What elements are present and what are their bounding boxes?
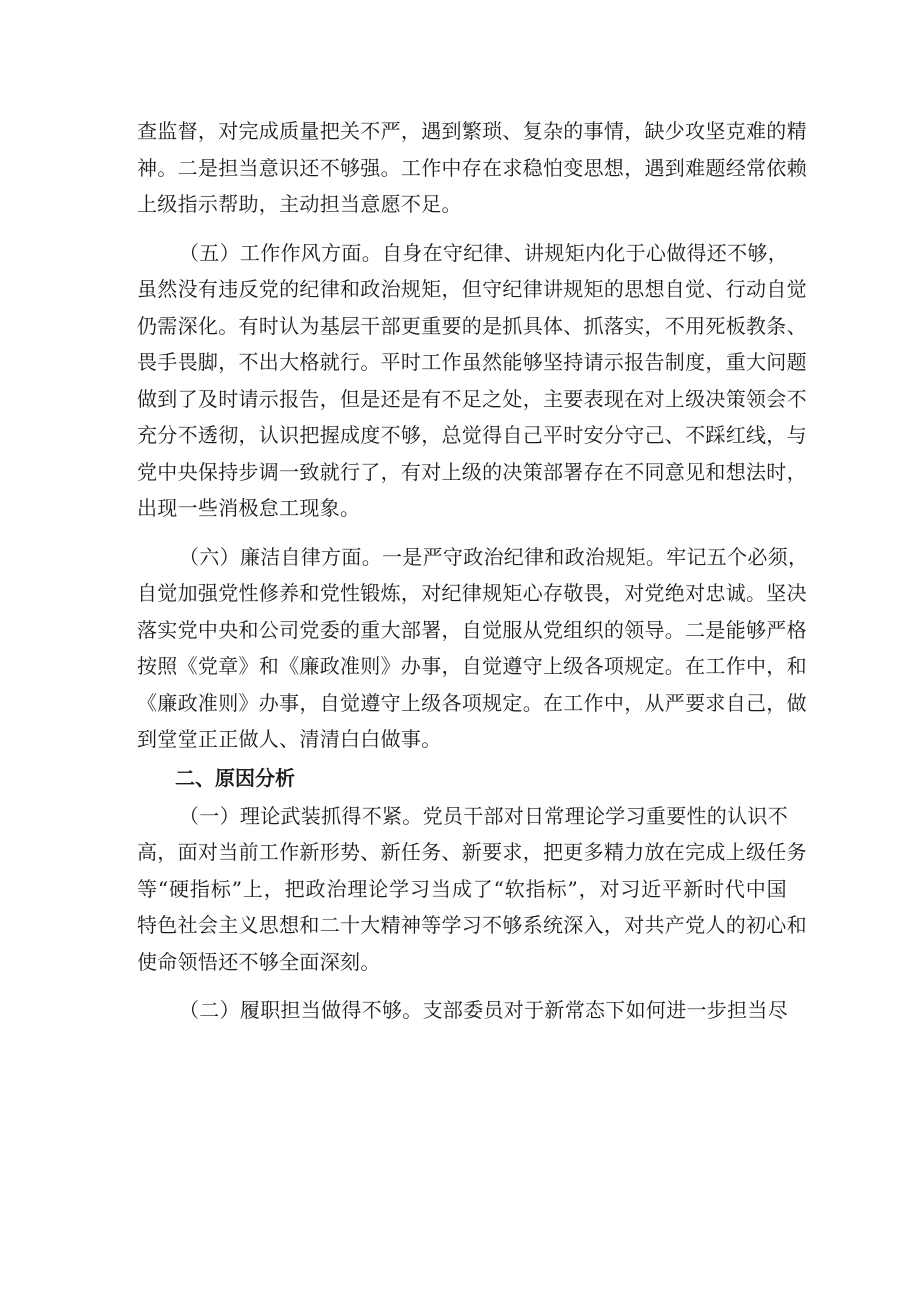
text-line: （一）理论武装抓得不紧。党员干部对日常理论学习重要性的认识不	[179, 803, 788, 828]
text-line: 按照《党章》和《廉政准则》办事，自觉遵守上级各项规定。在工作中，和	[137, 654, 807, 678]
text-line: 充分不透彻，认识把握成度不够，总觉得自己平时安分守己、不踩红线，与	[137, 423, 807, 447]
text-line: 自觉加强党性修养和党性锻炼，对纪律规矩心存敬畏，对党绝对忠诚。坚决	[137, 581, 807, 605]
paragraph-duty	[137, 992, 787, 1029]
text-line: （五）工作作风方面。自身在守纪律、讲规矩内化于心做得还不够，	[179, 240, 788, 265]
text-line: （六）廉洁自律方面。一是严守政治纪律和政治规矩。牢记五个必须，	[179, 544, 809, 569]
paragraph-theory-study	[137, 798, 807, 981]
text-line: 出现一些消极怠工现象。	[137, 496, 361, 520]
text-line: 做到了及时请示报告，但是还是有不足之处，主要表现在对上级决策领会不	[137, 386, 807, 411]
text-line: 《廉政准则》办事，自觉遵守上级各项规定。在工作中，从严要求自己，做	[137, 690, 807, 715]
text-line: 仍需深化。有时认为基层干部更重要的是抓具体、抓落实，不用死板教条、	[137, 313, 807, 338]
text-line: 上级指示帮助，主动担当意愿不足。	[137, 192, 462, 216]
section-heading: 二、原因分析	[175, 765, 295, 790]
text-line: 使命领悟还不够全面深刻。	[137, 949, 381, 974]
paragraph-integrity	[137, 539, 809, 758]
text-line: 查监督，对完成质量把关不严，遇到繁琐、复杂的事情，缺少攻坚克难的精	[137, 119, 807, 143]
paragraph-work-style	[137, 235, 807, 527]
text-line: 党中央保持步调一致就行了，有对上级的决策部署存在不同意见和想法时，	[137, 459, 807, 484]
text-line: 到堂堂正正做人、清清白白做事。	[137, 727, 442, 751]
text-line: 高，面对当前工作新形势、新任务、新要求，把更多精力放在完成上级任务	[137, 840, 807, 864]
text-line: 特色社会主义思想和二十大精神等学习不够系统深入，对共产党人的初心和	[137, 913, 807, 937]
text-line: 神。二是担当意识还不够强。工作中存在求稳怕变思想，遇到难题经常依赖	[137, 155, 807, 180]
text-line: 虽然没有违反党的纪律和政治规矩，但守纪律讲规矩的思想自觉、行动自觉	[137, 277, 807, 301]
text-line: （二）履职担当做得不够。支部委员对于新常态下如何进一步担当尽	[179, 998, 788, 1022]
document-page	[137, 113, 809, 1029]
text-line: 等“硬指标”上，把政治理论学习当成了“软指标”，对习近平新时代中国	[137, 876, 787, 901]
text-line: 畏手畏脚，不出大格就行。平时工作虽然能够坚持请示报告制度，重大问题	[137, 350, 807, 374]
paragraph-continuation	[137, 113, 807, 223]
text-line: 落实党中央和公司党委的重大部署，自觉服从党组织的领导。二是能够严格	[137, 617, 807, 642]
